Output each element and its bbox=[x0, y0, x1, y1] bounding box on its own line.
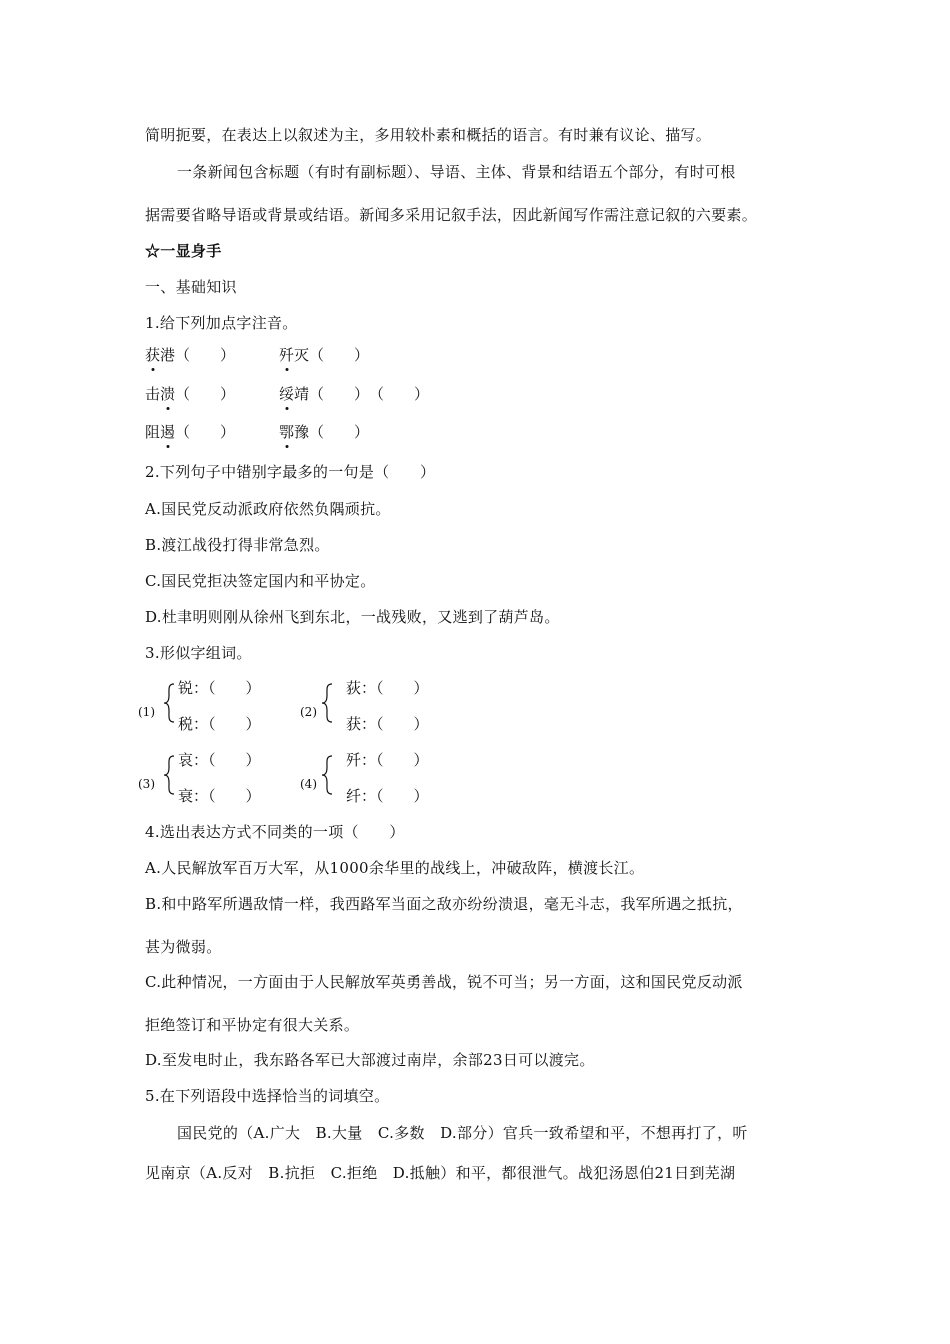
dotted-char: 鄂 bbox=[279, 423, 295, 441]
answer-blank: （ ） bbox=[175, 423, 236, 441]
part-title: 一、基础知识 bbox=[145, 278, 237, 296]
q2-option-d: D.杜聿明则刚从徐州飞到东北，一战残败，又逃到了葫芦岛。 bbox=[145, 608, 560, 626]
q4-option-d: D.至发电时止，我东路各军已大部渡过南岸，余部23日可以渡完。 bbox=[145, 1051, 595, 1069]
dotted-char: 遏 bbox=[160, 423, 176, 441]
q3-group-3 bbox=[138, 750, 288, 810]
q1-item-2: 歼灭（ ） bbox=[279, 346, 370, 364]
group-item-b: 纤：（ ） bbox=[346, 787, 429, 805]
group-number: (4) bbox=[300, 777, 317, 791]
dotted-char: 获 bbox=[145, 346, 161, 364]
group-item-a: 荻：（ ） bbox=[346, 679, 429, 697]
group-item-b: 衰：（ ） bbox=[178, 787, 261, 805]
q1-item-5: 阻遏（ ） bbox=[145, 423, 236, 441]
answer-blank: （ ） bbox=[175, 346, 236, 364]
q4-option-c-line2: 拒绝签订和平协定有很大关系。 bbox=[145, 1016, 360, 1034]
dotted-char: 歼 bbox=[279, 346, 295, 364]
group-item-a: 锐：（ ） bbox=[178, 679, 261, 697]
q5-stem: 5.在下列语段中选择恰当的词填空。 bbox=[145, 1087, 390, 1105]
brace-icon bbox=[162, 683, 176, 723]
q3-group-4 bbox=[300, 750, 450, 810]
dotted-char: 绥 bbox=[279, 385, 295, 403]
answer-blank: （ ） bbox=[309, 423, 370, 441]
q5-paragraph-line1: 国民党的（A.广大 B.大量 C.多数 D.部分）官兵一致希望和平，不想再打了，听 bbox=[177, 1124, 748, 1142]
group-item-b: 税：（ ） bbox=[178, 715, 261, 733]
q2-stem: 2.下列句子中错别字最多的一句是（ ） bbox=[145, 463, 436, 481]
answer-blank: （ ） bbox=[175, 385, 236, 403]
q3-group-2 bbox=[300, 678, 450, 738]
q3-stem: 3.形似字组词。 bbox=[145, 644, 252, 662]
q4-option-a: A.人民解放军百万大军，从1000余华里的战线上，冲破敌阵，横渡长江。 bbox=[145, 859, 645, 877]
intro-line-1: 简明扼要，在表达上以叙述为主，多用较朴素和概括的语言。有时兼有议论、描写。 bbox=[145, 126, 712, 144]
q2-option-b: B.渡江战役打得非常急烈。 bbox=[145, 536, 330, 554]
q2-option-c: C.国民党拒决签定国内和平协定。 bbox=[145, 572, 376, 590]
brace-icon bbox=[320, 755, 334, 795]
q1-item-4: 绥靖（ ）（ ） bbox=[279, 385, 430, 403]
section-title: ☆一显身手 bbox=[145, 242, 222, 260]
brace-icon bbox=[162, 755, 176, 795]
q1-item-3: 击溃（ ） bbox=[145, 385, 236, 403]
q4-option-c-line1: C.此种情况，一方面由于人民解放军英勇善战，锐不可当；另一方面，这和国民党反动派 bbox=[145, 973, 743, 991]
group-item-b: 获：（ ） bbox=[346, 715, 429, 733]
group-item-a: 歼：（ ） bbox=[346, 751, 429, 769]
answer-blank: （ ） bbox=[309, 346, 370, 364]
q4-option-b-line1: B.和中路军所遇敌情一样，我西路军当面之敌亦纷纷溃退，毫无斗志，我军所遇之抵抗， bbox=[145, 895, 743, 913]
q1-item-6: 鄂豫（ ） bbox=[279, 423, 370, 441]
intro-line-3: 据需要省略导语或背景或结语。新闻多采用记叙手法，因此新闻写作需注意记叙的六要素。 bbox=[145, 206, 758, 224]
q1-item-1: 获港（ ） bbox=[145, 346, 236, 364]
q5-paragraph-line2: 见南京（A.反对 B.抗拒 C.拒绝 D.抵触）和平，都很泄气。战犯汤恩伯21日到芜湖 bbox=[145, 1164, 736, 1182]
q4-option-b-line2: 甚为微弱。 bbox=[145, 938, 222, 956]
group-number: (3) bbox=[138, 777, 155, 791]
intro-line-2: 一条新闻包含标题（有时有副标题）、导语、主体、背景和结语五个部分，有时可根 bbox=[177, 163, 736, 181]
q2-option-a: A.国民党反动派政府依然负隅顽抗。 bbox=[145, 500, 391, 518]
answer-blank: （ ） bbox=[309, 385, 370, 403]
group-number: (1) bbox=[138, 705, 155, 719]
group-item-a: 哀：（ ） bbox=[178, 751, 261, 769]
answer-blank-extra: （ ） bbox=[369, 385, 430, 403]
brace-icon bbox=[320, 683, 334, 723]
q3-group-1 bbox=[138, 678, 288, 738]
q1-stem: 1.给下列加点字注音。 bbox=[145, 314, 298, 332]
q4-stem: 4.选出表达方式不同类的一项（ ） bbox=[145, 823, 405, 841]
dotted-char: 溃 bbox=[160, 385, 176, 403]
group-number: (2) bbox=[300, 705, 317, 719]
